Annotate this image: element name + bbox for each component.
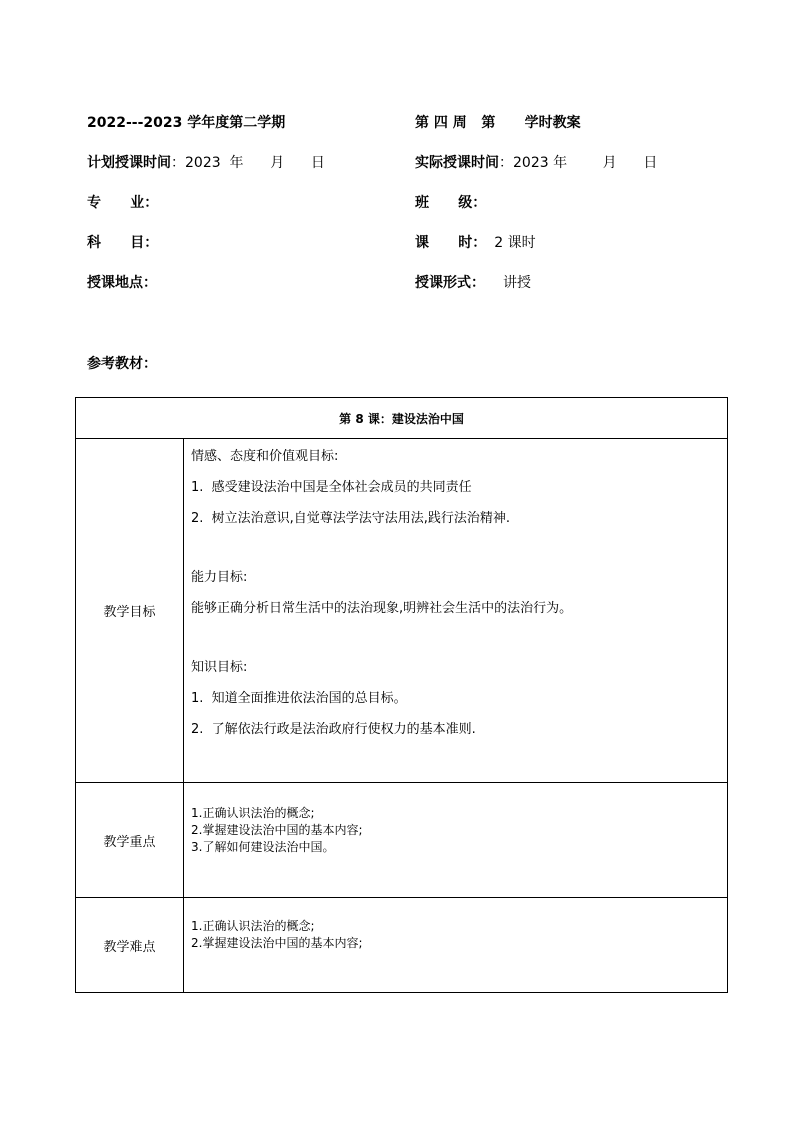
location-field: 授课地点： [87, 275, 157, 291]
key-points-row [76, 783, 728, 898]
emotion-item: 2. 树立法治意识,自觉尊法学法守法用法,践行法治精神. [191, 511, 511, 526]
difficult-points-content [184, 898, 728, 993]
actual-time [415, 153, 657, 173]
knowledge-item: 2. 了解依法行政是法治政府行使权力的基本准则. [191, 722, 476, 737]
difficult-points-label: 教学难点 [76, 898, 184, 993]
table-title-row [76, 398, 728, 439]
format-value: 讲授 [503, 275, 531, 291]
lesson-plan-table [75, 397, 728, 993]
actual-time-value: ：2023 年 月 日 [499, 155, 658, 171]
ability-text: 能够正确分析日常生活中的法治现象,明辨社会生活中的法治行为。 [191, 601, 573, 616]
knowledge-item: 1. 知道全面推进依法治国的总目标。 [191, 691, 407, 706]
hours-field [415, 233, 536, 253]
knowledge-heading: 知识目标: [191, 660, 248, 675]
actual-time-label: 实际授课时间 [415, 155, 499, 171]
difficult-points-row [76, 898, 728, 993]
difficult-point-item: 1.正确认识法治的概念; [191, 919, 315, 933]
key-points-label: 教学重点 [76, 783, 184, 898]
plan-time [87, 153, 325, 173]
difficult-point-item: 2.掌握建设法治中国的基本内容; [191, 936, 363, 950]
hours-label: 课 时： [415, 235, 487, 251]
subject-field: 科 目： [87, 235, 159, 251]
key-points-content [184, 783, 728, 898]
objectives-content [184, 439, 728, 783]
key-point-item: 2.掌握建设法治中国的基本内容; [191, 823, 363, 837]
key-point-item: 3.了解如何建设法治中国。 [191, 840, 335, 854]
major-field: 专 业： [87, 195, 159, 211]
week-title: 第 四 周 第 学时教案 [415, 115, 581, 131]
class-field: 班 级： [415, 195, 487, 211]
plan-time-value: ：2023 年 月 日 [171, 155, 325, 171]
objectives-label: 教学目标 [76, 439, 184, 783]
term-title: 2022---2023 学年度第二学期 [87, 115, 286, 131]
objectives-row [76, 439, 728, 783]
format-label: 授课形式： [415, 275, 485, 291]
format-field [415, 273, 531, 293]
key-point-item: 1.正确认识法治的概念; [191, 806, 315, 820]
ability-heading: 能力目标: [191, 570, 248, 585]
reference-field: 参考教材： [87, 356, 157, 372]
hours-value: 2 课时 [494, 235, 536, 251]
lesson-title: 第 8 课：建设法治中国 [76, 398, 728, 439]
emotion-item: 1. 感受建设法治中国是全体社会成员的共同责任 [191, 480, 472, 495]
plan-time-label: 计划授课时间 [87, 155, 171, 171]
emotion-heading: 情感、态度和价值观目标: [191, 449, 339, 464]
